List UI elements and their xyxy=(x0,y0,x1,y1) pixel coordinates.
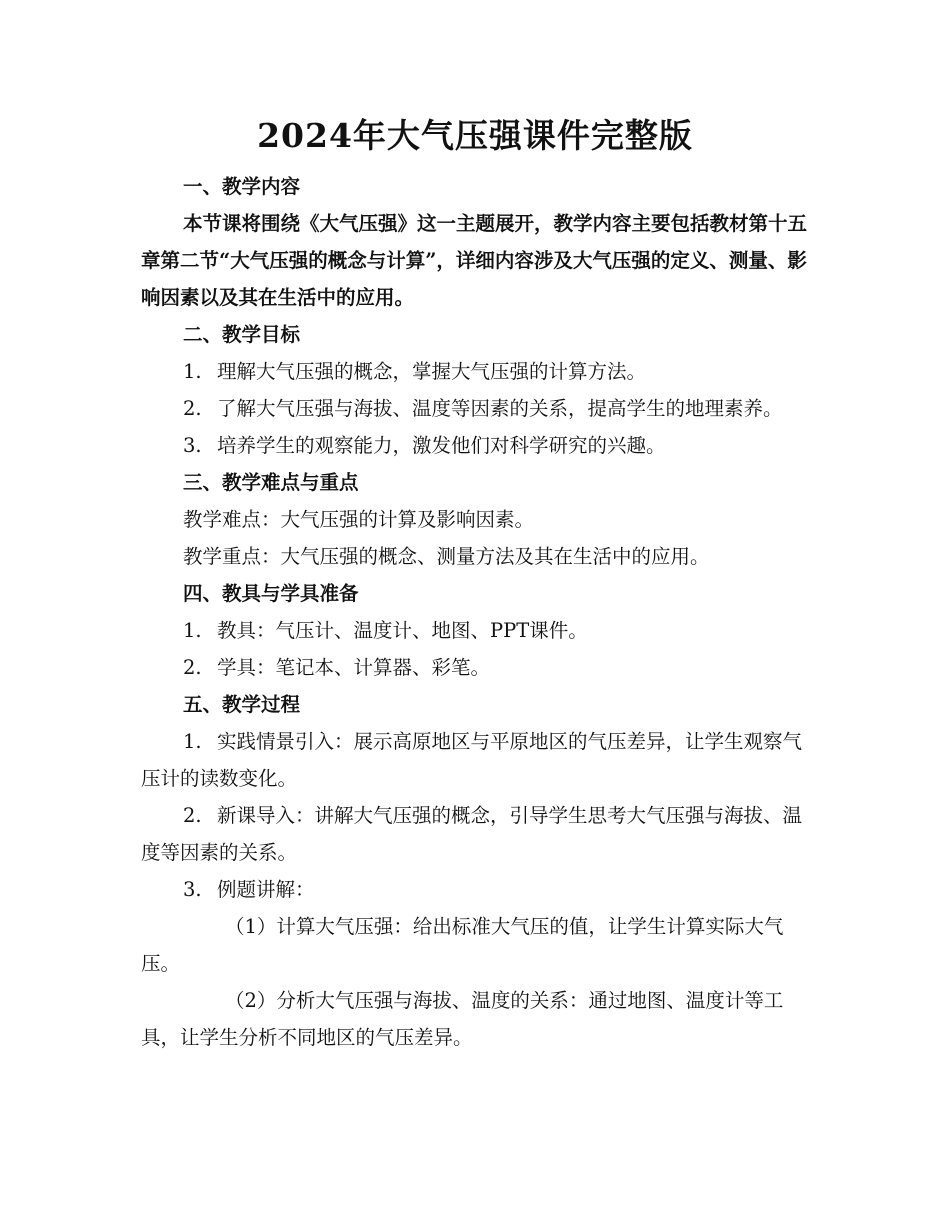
process-subitem: （2）分析大气压强与海拔、温度的关系：通过地图、温度计等工具，让学生分析不同地区的气压差异。 xyxy=(141,989,784,1049)
material-item: 2. 学具：笔记本、计算器、彩笔。 xyxy=(183,656,491,679)
objective-item: 1. 理解大气压强的概念，掌握大气压强的计算方法。 xyxy=(183,360,647,383)
section-heading-materials: 四、教具与学具准备 xyxy=(183,582,359,605)
difficulty-text: 教学难点：大气压强的计算及影响因素。 xyxy=(183,508,535,531)
process-subitem: （1）计算大气压强：给出标准大气压的值，让学生计算实际大气压。 xyxy=(141,915,784,975)
content-paragraph: 本节课将围绕《大气压强》这一主题展开，教学内容主要包括教材第十五章第二节“大气压强的概念与计算”，详细内容涉及大气压强的定义、测量、影响因素以及其在生活中的应用。 xyxy=(141,212,808,309)
section-heading-process: 五、教学过程 xyxy=(183,693,301,716)
objective-item: 3. 培养学生的观察能力，激发他们对科学研究的兴趣。 xyxy=(183,434,666,457)
objective-item: 2. 了解大气压强与海拔、温度等因素的关系，提高学生的地理素养。 xyxy=(183,397,783,420)
section-heading-content: 一、教学内容 xyxy=(183,175,301,198)
document-title: 2024年大气压强课件完整版 xyxy=(257,116,693,155)
process-item: 3. 例题讲解： xyxy=(183,878,315,901)
section-heading-key-points: 三、教学难点与重点 xyxy=(183,471,359,494)
process-item: 1. 实践情景引入：展示高原地区与平原地区的气压差异，让学生观察气压计的读数变化。 xyxy=(141,730,803,790)
section-heading-objectives: 二、教学目标 xyxy=(183,323,301,346)
focus-text: 教学重点：大气压强的概念、测量方法及其在生活中的应用。 xyxy=(183,545,710,568)
document-body xyxy=(141,168,809,1056)
process-item: 2. 新课导入：讲解大气压强的概念，引导学生思考大气压强与海拔、温度等因素的关系。 xyxy=(141,804,803,864)
material-item: 1. 教具：气压计、温度计、地图、PPT课件。 xyxy=(183,619,588,642)
